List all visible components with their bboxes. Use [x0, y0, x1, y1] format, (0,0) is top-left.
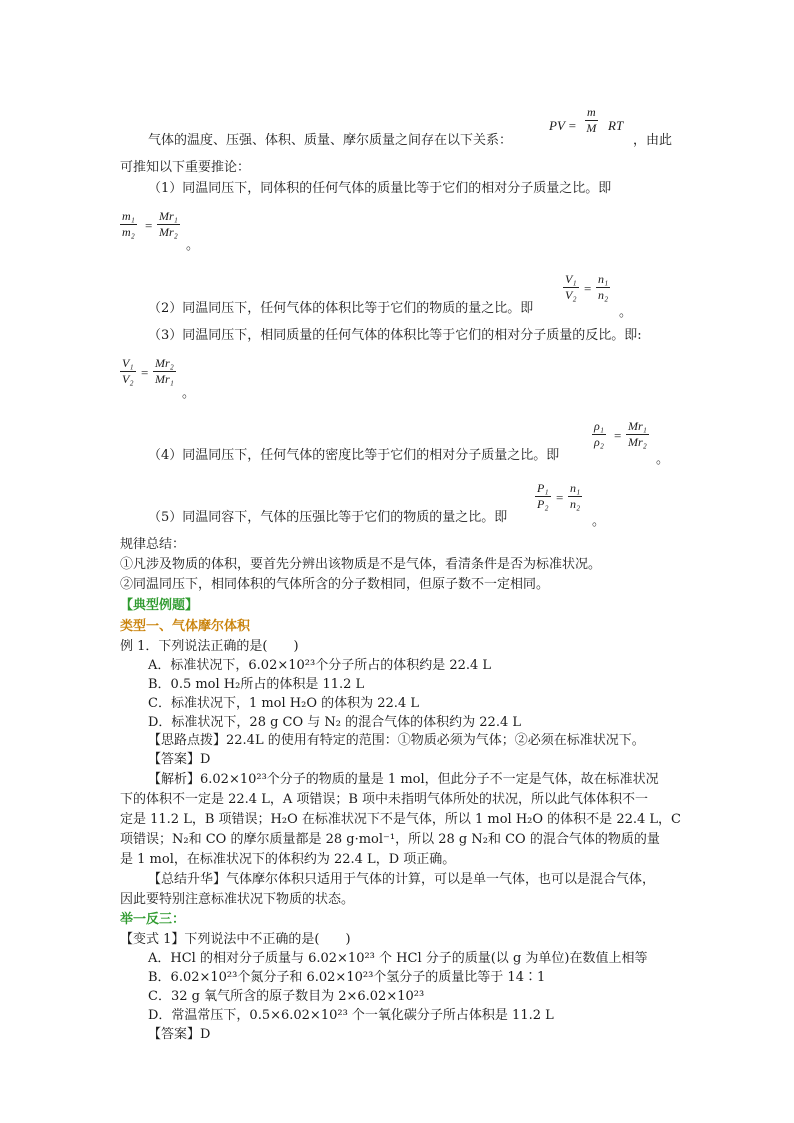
equals-sign: = — [145, 218, 153, 233]
fraction-num: n₁ — [598, 272, 609, 286]
inference-1-right-fraction — [157, 210, 180, 239]
period: 。 — [656, 452, 670, 467]
example-1-option-a: A．标准状况下，6.02×10²³个分子所占的体积约是 22.4 L — [148, 658, 492, 673]
example-1-analysis-line: 是 1 mol，在标准状况下的体积约为 22.4 L，D 项正确。 — [120, 852, 456, 867]
example-1-summary-line: 因此要特别注意标准状况下物质的状态。 — [120, 892, 355, 907]
inference-5-text: （5）同温同容下，气体的压强比等于它们的物质的量之比。即 — [148, 510, 508, 525]
formula-pv-num: m — [587, 105, 596, 119]
fraction-den: Mr₂ — [628, 435, 647, 449]
example-1-analysis-line: 【解析】6.02×10²³个分子的物质的量是 1 mol，但此分子不一定是气体，故在标准状况 — [148, 772, 659, 787]
fraction-num: P₁ — [537, 481, 549, 495]
fraction-num: ρ₁ — [594, 419, 604, 433]
fraction-den: V₂ — [565, 288, 577, 302]
summary-item-2: ②同温同压下，相同体积的气体所含的分子数相同，但原子数不一定相同。 — [120, 577, 550, 592]
period: 。 — [619, 305, 633, 320]
fraction-den: V₂ — [122, 372, 134, 386]
inference-3-text: （3）同温同压下，相同质量的任何气体的体积比等于它们的相对分子质量的反比。即: — [148, 328, 642, 343]
period: 。 — [182, 386, 196, 401]
inference-5-left-fraction — [535, 482, 551, 511]
inference-2-right-fraction — [596, 273, 610, 302]
example-1-answer: 【答案】D — [148, 752, 211, 767]
example-1-summary-line: 【总结升华】气体摩尔体积只适用于气体的计算，可以是单一气体，也可以是混合气体， — [148, 872, 656, 887]
example-1-analysis-line: 下的体积不一定是 22.4 L，A 项错误；B 项中未指明气体所处的状况，所以此气体体积不一 — [120, 792, 649, 807]
fraction-num: Mr₁ — [159, 209, 178, 223]
example-1-analysis-line: 定是 11.2 L，B 项错误；H₂O 在标准状况下不是气体，所以 1 mol H₂O 的体积不是 22.4 L，C — [120, 812, 681, 827]
fraction-den: m₂ — [122, 225, 135, 239]
fraction-num: m₁ — [122, 209, 135, 223]
formula-pv-den: M — [586, 121, 597, 135]
fraction-den: n₂ — [598, 288, 609, 302]
fraction-num: Mr₁ — [628, 419, 647, 433]
example-1-hint: 【思路点拨】22.4L 的使用有特定的范围：①物质必须为气体；②必须在标准状况下。 — [148, 733, 645, 748]
summary-title: 规律总结： — [120, 537, 186, 552]
example-1-option-b: B．0.5 mol H₂所占的体积是 11.2 L — [148, 677, 365, 692]
variant-1-option-d: D．常温常压下，0.5×6.02×10²³ 个一氧化碳分子所占体积是 11.2 L — [148, 1008, 554, 1023]
equals-sign: = — [141, 365, 149, 380]
inference-5-right-fraction — [568, 482, 582, 511]
equals-sign: = — [614, 428, 622, 443]
example-1-option-d: D．标准状况下，28 g CO 与 N₂ 的混合气体的体积约为 22.4 L — [148, 715, 521, 730]
summary-item-1: ①凡涉及物质的体积，要首先分辨出该物质是不是气体，看清条件是否为标准状况。 — [120, 557, 602, 572]
inference-3-left-fraction — [120, 357, 136, 386]
section-title: 【典型例题】 — [120, 598, 199, 613]
inference-3-right-fraction — [153, 357, 176, 386]
example-1-question: 例 1．下列说法正确的是( ) — [120, 639, 299, 654]
intro-line2: 可推知以下重要推论： — [120, 160, 251, 175]
equals-sign: = — [584, 281, 592, 296]
example-1-option-c: C．标准状况下，1 mol H₂O 的体积为 22.4 L — [148, 696, 419, 711]
inference-4-right-fraction — [626, 420, 649, 449]
inference-1-left-fraction — [120, 210, 137, 239]
fraction-num: V₁ — [122, 356, 134, 370]
inference-1-text: （1）同温同压下，同体积的任何气体的质量比等于它们的相对分子质量之比。即 — [148, 181, 612, 196]
inference-4-left-fraction — [592, 420, 606, 449]
practice-title: 举一反三： — [120, 912, 186, 927]
fraction-den: Mr₂ — [159, 225, 178, 239]
variant-1-option-c: C．32 g 氧气所含的原子数目为 2×6.02×10²³ — [148, 989, 425, 1004]
variant-1-answer: 【答案】D — [148, 1027, 211, 1042]
variant-1-question: 【变式 1】下列说法中不正确的是( ) — [120, 932, 351, 947]
formula-pv-tail: RT — [608, 118, 624, 133]
fraction-den: P₂ — [537, 497, 549, 511]
period: 。 — [592, 514, 606, 529]
period: 。 — [186, 238, 200, 253]
intro-line1-tail: ，由此 — [633, 133, 673, 148]
inference-4-text: （4）同温同压下，任何气体的密度比等于它们的相对分子质量之比。即 — [148, 448, 560, 463]
variant-1-option-a: A．HCl 的相对分子质量与 6.02×10²³ 个 HCl 分子的质量(以 g 为单位)在数值上相等 — [148, 951, 648, 966]
formula-pv-lhs: PV = — [549, 118, 577, 133]
type-title: 类型一、气体摩尔体积 — [120, 619, 251, 634]
intro-line1: 气体的温度、压强、体积、质量、摩尔质量之间存在以下关系： — [148, 133, 513, 148]
fraction-num: Mr₂ — [155, 356, 174, 370]
variant-1-option-b: B．6.02×10²³个氮分子和 6.02×10²³个氢分子的质量比等于 14∶1 — [148, 970, 546, 985]
fraction-den: Mr₁ — [155, 372, 174, 386]
inference-2-left-fraction — [563, 273, 579, 302]
fraction-num: V₁ — [565, 272, 577, 286]
equals-sign: = — [556, 490, 564, 505]
fraction-den: ρ₂ — [594, 435, 604, 449]
formula-pv-fraction — [585, 106, 598, 135]
inference-2-text: （2）同温同压下，任何气体的体积比等于它们的物质的量之比。即 — [148, 301, 534, 316]
fraction-num: n₁ — [570, 481, 581, 495]
example-1-analysis-line: 项错误；N₂和 CO 的摩尔质量都是 28 g·mol⁻¹，所以 28 g N₂和 CO 的混合气体的物质的量 — [120, 832, 660, 847]
fraction-den: n₂ — [570, 497, 581, 511]
